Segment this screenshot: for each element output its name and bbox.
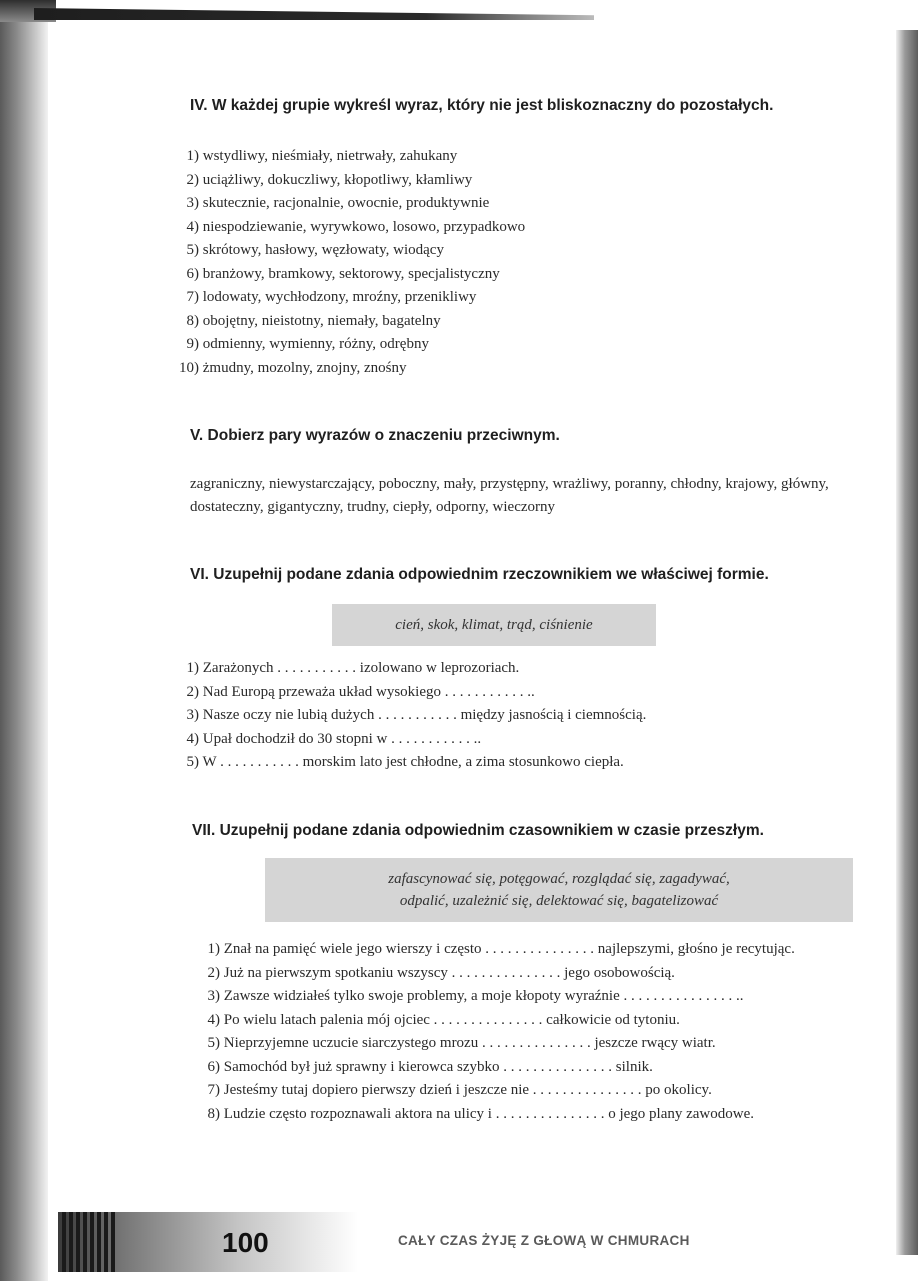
section-7-heading: VII. Uzupełnij podane zdania odpowiednim czasownikiem w czasie przeszłym. [192, 822, 764, 839]
list-item: 4) niespodziewanie, wyrywkowo, losowo, przypadkowo [186, 218, 526, 235]
scan-left-edge [0, 0, 48, 1281]
list-item: 5) W . . . . . . . . . . . morskim lato jest chłodne, a zima stosunkowo ciepła. [186, 754, 624, 770]
list-item: 3) Zawsze widziałeś tylko swoje problemy, a moje kłopoty wyraźnie . . . . . . . . . . . . . . . .. [207, 988, 744, 1004]
footer-stripes [62, 1212, 115, 1272]
list-item: 2) uciążliwy, dokuczliwy, kłopotliwy, kłamliwy [186, 171, 473, 188]
list-item: 2) Już na pierwszym spotkaniu wszyscy . . . . . . . . . . . . . . . jego osobowością. [207, 964, 675, 981]
list-item: 8) Ludzie często rozpoznawali aktora na ulicy i . . . . . . . . . . . . . . . o jego plany zawodowe. [207, 1105, 755, 1122]
list-item: 10) żmudny, mozolny, znojny, znośny [179, 359, 407, 376]
list-item: 5) Nieprzyjemne uczucie siarczystego mrozu . . . . . . . . . . . . . . . jeszcze rwący wiatr. [207, 1035, 716, 1051]
page-number: 100 [222, 1227, 269, 1258]
list-item: 7) Jesteśmy tutaj dopiero pierwszy dzień i jeszcze nie . . . . . . . . . . . . . . . po okolicy. [207, 1082, 712, 1098]
top-rule [34, 8, 594, 20]
section-6-list [175, 657, 646, 775]
list-item: 9) odmienny, wymienny, różny, odrębny [186, 336, 429, 352]
list-item: 6) Samochód był już sprawny i kierowca szybko . . . . . . . . . . . . . . . silnik. [207, 1058, 653, 1075]
list-item: 3) skutecznie, racjonalnie, owocnie, produktywnie [186, 195, 490, 211]
list-item: 3) Nasze oczy nie lubią dużych . . . . . . . . . . . między jasnością i ciemnością. [186, 707, 647, 723]
list-item: 1) Zarażonych . . . . . . . . . . . izolowano w leprozoriach. [186, 660, 520, 676]
section-6-heading: VI. Uzupełnij podane zdania odpowiednim rzeczownikiem we właściwej formie. [190, 566, 769, 583]
section-7-list [196, 938, 795, 1126]
list-item: 5) skrótowy, hasłowy, węzłowaty, wiodący [186, 242, 444, 258]
section-5-word-list: zagraniczny, niewystarczający, poboczny, mały, przystępny, wrażliwy, poranny, chłodny, krajowy, główny, dostateczny, gigantyczny, trudny, ciepły, odporny, wieczorny [190, 476, 829, 515]
section-7-word-bank: zafascynować się, potęgować, rozglądać się, zagadywać, odpalić, uzależnić się, delektować się, bagatelizować [265, 858, 853, 922]
list-item: 4) Po wielu latach palenia mój ojciec . . . . . . . . . . . . . . . całkowicie od tytoniu. [207, 1011, 680, 1028]
section-6-word-bank: cień, skok, klimat, trąd, ciśnienie [332, 604, 656, 646]
section-4-list [175, 145, 525, 380]
running-footer-title: CAŁY CZAS ŻYJĘ Z GŁOWĄ W CHMURACH [398, 1233, 690, 1248]
list-item: 7) lodowaty, wychłodzony, mroźny, przenikliwy [186, 289, 477, 305]
list-item: 8) obojętny, nieistotny, niemały, bagatelny [186, 312, 441, 329]
list-item: 4) Upał dochodził do 30 stopni w . . . . . . . . . . . .. [186, 730, 482, 747]
section-5-heading: V. Dobierz pary wyrazów o znaczeniu przeciwnym. [190, 427, 560, 444]
list-item: 2) Nad Europą przeważa układ wysokiego . . . . . . . . . . . .. [186, 683, 535, 700]
list-item: 1) wstydliwy, nieśmiały, nietrwały, zahukany [186, 148, 458, 164]
section-4-heading: IV. W każdej grupie wykreśl wyraz, który nie jest bliskoznaczny do pozostałych. [190, 97, 774, 114]
list-item: 6) branżowy, bramkowy, sektorowy, specjalistyczny [186, 265, 500, 282]
scan-right-edge [896, 30, 918, 1255]
list-item: 1) Znał na pamięć wiele jego wierszy i często . . . . . . . . . . . . . . . najlepszymi, głośno je recytując. [207, 941, 795, 957]
